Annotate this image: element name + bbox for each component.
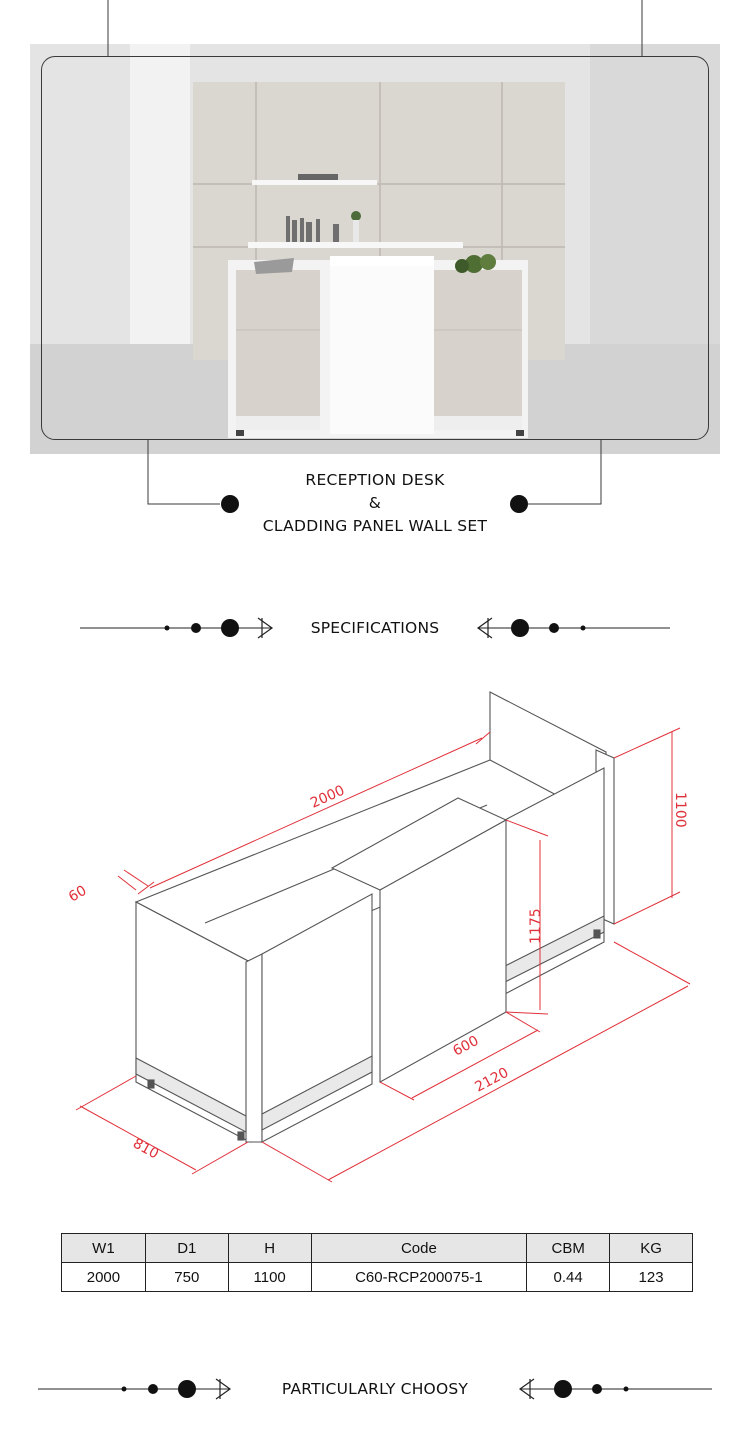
hero-title-line3: CLADDING PANEL WALL SET [262, 517, 488, 535]
dim-width-total: 2000 [308, 782, 348, 812]
particularly-choosy-header [0, 1374, 750, 1404]
table-header-row [62, 1234, 693, 1263]
table-header: KG [610, 1234, 693, 1263]
dim-height-back: 1100 [672, 792, 688, 828]
dim-height-front: 1175 [528, 908, 544, 944]
photo-frame [41, 56, 709, 440]
table-header: W1 [62, 1234, 146, 1263]
table-header: H [228, 1234, 311, 1263]
table-row [62, 1263, 693, 1292]
dim-side-depth: 810 [130, 1135, 162, 1163]
particularly-choosy-title: PARTICULARLY CHOOSY [281, 1380, 469, 1398]
dim-front-width: 2120 [472, 1064, 512, 1096]
hero-title-line1: RECEPTION DESK [305, 471, 445, 489]
specifications-title: SPECIFICATIONS [310, 619, 440, 637]
dim-front-depth: 600 [450, 1032, 482, 1060]
table-cell: C60-RCP200075-1 [311, 1263, 527, 1292]
table-cell: 2000 [62, 1263, 146, 1292]
table-cell: 750 [145, 1263, 228, 1292]
hero-title-line2: & [368, 494, 382, 512]
table-header: Code [311, 1234, 527, 1263]
table-header: CBM [527, 1234, 610, 1263]
table-header: D1 [145, 1234, 228, 1263]
table-cell: 123 [610, 1263, 693, 1292]
dim-panel-thickness: 60 [66, 882, 90, 906]
spec-table [61, 1233, 693, 1292]
specifications-header [0, 613, 750, 643]
technical-drawing [0, 680, 750, 1200]
table-cell: 0.44 [527, 1263, 610, 1292]
table-cell: 1100 [228, 1263, 311, 1292]
